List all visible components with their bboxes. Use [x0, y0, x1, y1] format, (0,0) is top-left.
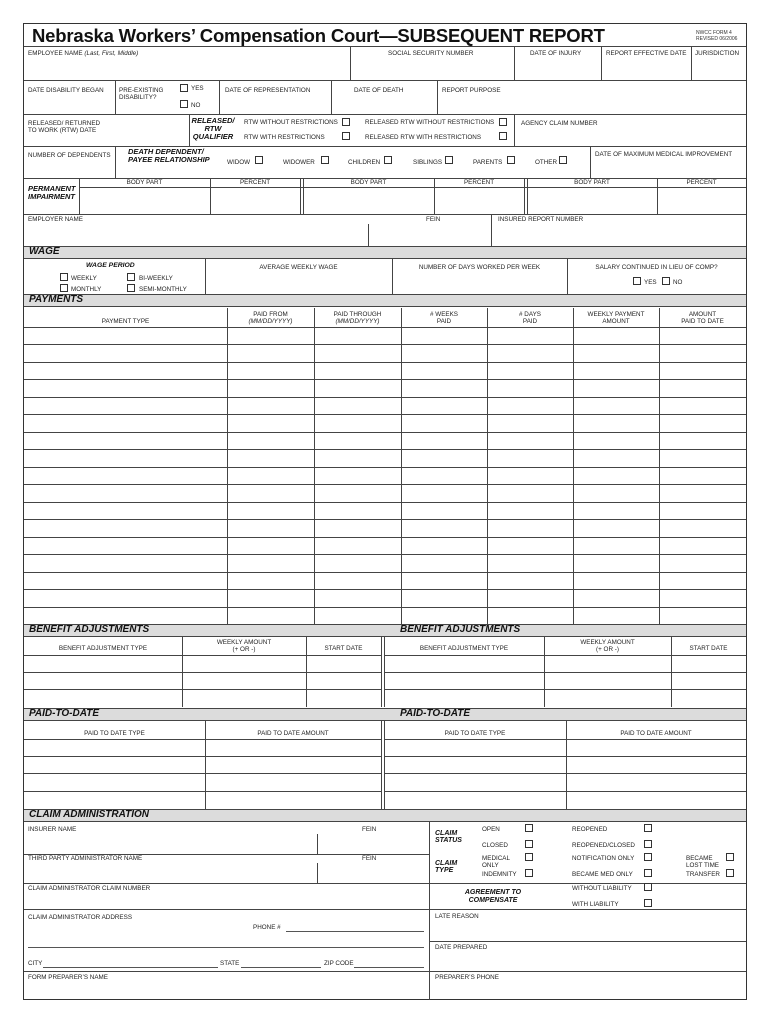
with-liability-label: WITH LIABILITY — [572, 901, 619, 908]
phone-label: PHONE # — [253, 924, 281, 931]
tpa-name-label: THIRD PARTY ADMINISTRATOR NAME — [28, 855, 143, 862]
pre-existing-yes-checkbox[interactable] — [180, 84, 188, 92]
wage-section-title: WAGE — [29, 246, 60, 257]
grid-line-horizontal — [24, 432, 746, 433]
ptd-amount-label-left: PAID TO DATE AMOUNT — [257, 730, 329, 737]
payments-section-title: PAYMENTS — [29, 294, 84, 305]
number-of-dependents-label: NUMBER OF DEPENDENTS — [28, 152, 111, 159]
grid-line-horizontal — [24, 502, 746, 503]
monthly-checkbox[interactable] — [60, 284, 68, 292]
weekly-label: WEEKLY — [71, 275, 97, 282]
grid-line-horizontal — [24, 379, 746, 380]
subsequent-report-form — [23, 23, 747, 1000]
grid-line-horizontal — [24, 362, 746, 363]
agreement-to-compensate-title: AGREEMENT TO COMPENSATE — [464, 889, 522, 904]
rtw-with-label: RTW WITH RESTRICTIONS — [244, 134, 325, 141]
grid-line-vertical — [659, 308, 660, 624]
employee-name-label: EMPLOYEE NAME (Last, First, Middle) — [28, 50, 139, 57]
grid-line-vertical — [314, 308, 315, 624]
children-label: CHILDREN — [348, 159, 381, 166]
grid-line-vertical — [205, 721, 206, 809]
employer-fein-label: FEIN — [426, 216, 441, 223]
grid-line-horizontal — [384, 791, 746, 792]
salary-no-checkbox[interactable] — [662, 277, 670, 285]
widower-label: WIDOWER — [283, 159, 315, 166]
grid-line-horizontal — [24, 327, 746, 328]
open-label: OPEN — [482, 826, 500, 833]
grid-line-horizontal — [384, 756, 746, 757]
date-disability-began-label: DATE DISABILITY BEGAN — [28, 87, 104, 94]
bi-weekly-label: BI-WEEKLY — [139, 275, 173, 282]
ptd-amount-label-right: PAID TO DATE AMOUNT — [620, 730, 692, 737]
salary-yes-label: YES — [644, 279, 657, 286]
claim-admin-address-label: CLAIM ADMINISTRATOR ADDRESS — [28, 914, 133, 921]
payments-col-weeks-paid: # WEEKS PAID — [430, 311, 458, 326]
days-worked-label: NUMBER OF DAYS WORKED PER WEEK — [418, 264, 541, 271]
mmi-date-label: DATE OF MAXIMUM MEDICAL IMPROVEMENT — [595, 151, 733, 158]
pre-existing-no-checkbox[interactable] — [180, 100, 188, 108]
grid-line-horizontal — [24, 773, 381, 774]
payments-col-weekly-amount: WEEKLY PAYMENT AMOUNT — [587, 311, 645, 326]
ba-weekly-amount-label-left: WEEKLY AMOUNT (+ OR -) — [216, 639, 272, 654]
percent-1-label: PERCENT — [239, 179, 271, 186]
ba-start-date-label-right: START DATE — [689, 645, 728, 652]
benefit-adjustments-title-right: BENEFIT ADJUSTMENTS — [400, 624, 521, 635]
wage-section-band — [24, 246, 746, 259]
insurer-fein-label: FEIN — [362, 826, 377, 833]
transfer-checkbox[interactable] — [726, 869, 734, 877]
claim-administration-title: CLAIM ADMINISTRATION — [29, 809, 149, 820]
other-checkbox[interactable] — [559, 156, 567, 164]
grid-line-horizontal — [24, 791, 381, 792]
grid-line-horizontal — [24, 554, 746, 555]
became-lost-time-checkbox[interactable] — [726, 853, 734, 861]
grid-line-horizontal — [24, 672, 381, 673]
grid-line-horizontal — [24, 607, 746, 608]
grid-line-vertical — [401, 308, 402, 624]
paid-to-date-band — [24, 708, 746, 721]
parents-label: PARENTS — [473, 159, 503, 166]
reopened-closed-checkbox[interactable] — [644, 840, 652, 848]
date-of-death-label: DATE OF DEATH — [354, 87, 404, 94]
released-rtw-date-label: RELEASED/ RETURNED TO WORK (RTW) DATE — [28, 120, 101, 135]
rtw-without-label: RTW WITHOUT RESTRICTIONS — [244, 119, 338, 126]
jurisdiction-label: JURISDICTION — [695, 50, 740, 57]
insurer-name-label: INSURER NAME — [28, 826, 77, 833]
without-liability-checkbox[interactable] — [644, 883, 652, 891]
permanent-impairment-title: PERMANENT IMPAIRMENT — [28, 184, 76, 201]
indemnity-label: INDEMNITY — [482, 871, 517, 878]
grid-line-horizontal — [24, 414, 746, 415]
without-liability-label: WITHOUT LIABILITY — [572, 885, 632, 892]
grid-line-horizontal — [24, 344, 746, 345]
grid-line-horizontal — [24, 739, 381, 740]
siblings-label: SIBLINGS — [413, 159, 443, 166]
payments-col-paid-from: PAID FROM (MM/DD/YYYY) — [248, 311, 293, 326]
grid-line-horizontal — [24, 589, 746, 590]
grid-line-horizontal — [24, 519, 746, 520]
open-checkbox[interactable] — [525, 824, 533, 832]
became-med-only-checkbox[interactable] — [644, 869, 652, 877]
rtw-qualifier-title: RELEASED/ RTW QUALIFIER — [191, 116, 235, 141]
rtw-with-checkbox[interactable] — [342, 132, 350, 140]
grid-line-vertical — [487, 308, 488, 624]
released-rtw-with-checkbox[interactable] — [499, 132, 507, 140]
ptd-type-label-right: PAID TO DATE TYPE — [444, 730, 506, 737]
claim-type-title: CLAIM TYPE — [435, 860, 458, 875]
state-label: STATE — [220, 960, 240, 967]
pre-existing-label: PRE-EXISTING DISABILITY? — [119, 87, 164, 102]
medical-only-checkbox[interactable] — [525, 853, 533, 861]
date-prepared-label: DATE PREPARED — [435, 944, 488, 951]
widower-checkbox[interactable] — [321, 156, 329, 164]
grid-line-horizontal — [24, 537, 746, 538]
employer-name-label: EMPLOYER NAME — [28, 216, 83, 223]
body-part-2-label: BODY PART — [350, 179, 387, 186]
grid-line-horizontal — [24, 756, 381, 757]
salary-continued-label: SALARY CONTINUED IN LIEU OF COMP? — [595, 264, 718, 271]
average-weekly-wage-label: AVERAGE WEEKLY WAGE — [259, 264, 338, 271]
late-reason-label: LATE REASON — [435, 913, 479, 920]
parents-checkbox[interactable] — [507, 156, 515, 164]
tpa-fein-label: FEIN — [362, 855, 377, 862]
semi-monthly-label: SEMI-MONTHLY — [139, 286, 187, 293]
percent-3-label: PERCENT — [686, 179, 717, 186]
notification-only-checkbox[interactable] — [644, 853, 652, 861]
reopened-checkbox[interactable] — [644, 824, 652, 832]
ssn-label: SOCIAL SECURITY NUMBER — [388, 50, 474, 57]
payments-col-amount-to-date: AMOUNT PAID TO DATE — [681, 311, 724, 326]
became-lost-time-label: BECAME LOST TIME — [686, 855, 720, 870]
bi-weekly-checkbox[interactable] — [127, 273, 135, 281]
body-part-1-label: BODY PART — [126, 179, 163, 186]
closed-label: CLOSED — [482, 842, 508, 849]
paid-to-date-title-right: PAID-TO-DATE — [400, 708, 470, 719]
became-med-only-label: BECAME MED ONLY — [572, 871, 633, 878]
grid-line-horizontal — [384, 773, 746, 774]
claim-status-title: CLAIM STATUS — [435, 830, 462, 845]
date-of-injury-label: DATE OF INJURY — [530, 50, 582, 57]
grid-line-horizontal — [24, 449, 746, 450]
closed-checkbox[interactable] — [525, 840, 533, 848]
other-label: OTHER — [535, 159, 558, 166]
pre-existing-yes-label: YES — [191, 85, 204, 92]
reopened-closed-label: REOPENED/CLOSED — [572, 842, 635, 849]
semi-monthly-checkbox[interactable] — [127, 284, 135, 292]
weekly-checkbox[interactable] — [60, 273, 68, 281]
grid-line-vertical — [566, 721, 567, 809]
ba-weekly-amount-label-right: WEEKLY AMOUNT (+ OR -) — [580, 639, 635, 654]
ba-start-date-label-left: START DATE — [324, 645, 363, 652]
grid-line-horizontal — [384, 689, 746, 690]
city-label: CITY — [28, 960, 43, 967]
agency-claim-number-label: AGENCY CLAIM NUMBER — [521, 120, 598, 127]
form-preparer-name-label: FORM PREPARER’S NAME — [28, 974, 109, 981]
payments-col-paid-through: PAID THROUGH (MM/DD/YYYY) — [333, 311, 382, 326]
rtw-without-checkbox[interactable] — [342, 118, 350, 126]
released-rtw-without-checkbox[interactable] — [499, 118, 507, 126]
form-number: NWCC FORM 4 REVISED 06/2006 — [696, 30, 738, 43]
payments-col-type: PAYMENT TYPE — [101, 318, 150, 325]
zip-code-label: ZIP CODE — [324, 960, 354, 967]
siblings-checkbox[interactable] — [445, 156, 453, 164]
released-rtw-without-label: RELEASED RTW WITHOUT RESTRICTIONS — [365, 119, 495, 126]
ba-type-label-left: BENEFIT ADJUSTMENT TYPE — [58, 645, 148, 652]
transfer-label: TRANSFER — [686, 871, 720, 878]
form-title: Nebraska Workers’ Compensation Court—SUBSEQUENT REPORT — [32, 25, 605, 46]
grid-line-horizontal — [24, 572, 746, 573]
claim-admin-claim-number-label: CLAIM ADMINISTRATOR CLAIM NUMBER — [28, 885, 151, 892]
grid-line-horizontal — [24, 689, 381, 690]
notification-only-label: NOTIFICATION ONLY — [572, 855, 635, 862]
widow-label: WIDOW — [227, 159, 251, 166]
ba-type-label-right: BENEFIT ADJUSTMENT TYPE — [419, 645, 509, 652]
grid-line-vertical — [227, 308, 228, 624]
date-of-representation-label: DATE OF REPRESENTATION — [225, 87, 311, 94]
benefit-adjustments-title-left: BENEFIT ADJUSTMENTS — [29, 624, 150, 635]
paid-to-date-title-left: PAID-TO-DATE — [29, 708, 99, 719]
with-liability-checkbox[interactable] — [644, 899, 652, 907]
grid-line-horizontal — [384, 739, 746, 740]
wage-period-title: WAGE PERIOD — [86, 262, 135, 269]
grid-line-horizontal — [24, 655, 381, 656]
payments-section-band — [24, 294, 746, 307]
ptd-type-label-left: PAID TO DATE TYPE — [84, 730, 145, 737]
insured-report-number-label: INSURED REPORT NUMBER — [498, 216, 584, 223]
salary-yes-checkbox[interactable] — [633, 277, 641, 285]
indemnity-checkbox[interactable] — [525, 869, 533, 877]
widow-checkbox[interactable] — [255, 156, 263, 164]
grid-line-horizontal — [384, 672, 746, 673]
grid-line-vertical — [573, 308, 574, 624]
body-part-3-label: BODY PART — [574, 179, 610, 186]
preparer-phone-label: PREPARER’S PHONE — [435, 974, 499, 981]
reopened-label: REOPENED — [572, 826, 608, 833]
percent-2-label: PERCENT — [463, 179, 495, 186]
released-rtw-with-label: RELEASED RTW WITH RESTRICTIONS — [365, 134, 482, 141]
salary-no-label: NO — [673, 279, 683, 286]
payments-col-days-paid: # DAYS PAID — [519, 311, 541, 326]
medical-only-label: MEDICAL ONLY — [482, 855, 510, 870]
grid-line-horizontal — [24, 484, 746, 485]
report-purpose-label: REPORT PURPOSE — [442, 87, 501, 94]
children-checkbox[interactable] — [384, 156, 392, 164]
payee-relationship-title: DEATH DEPENDENT/ PAYEE RELATIONSHIP — [128, 147, 210, 164]
pre-existing-no-label: NO — [191, 102, 201, 109]
grid-line-horizontal — [24, 397, 746, 398]
monthly-label: MONTHLY — [71, 286, 102, 293]
grid-line-horizontal — [24, 467, 746, 468]
grid-line-horizontal — [384, 655, 746, 656]
report-effective-date-label: REPORT EFFECTIVE DATE — [606, 50, 687, 57]
